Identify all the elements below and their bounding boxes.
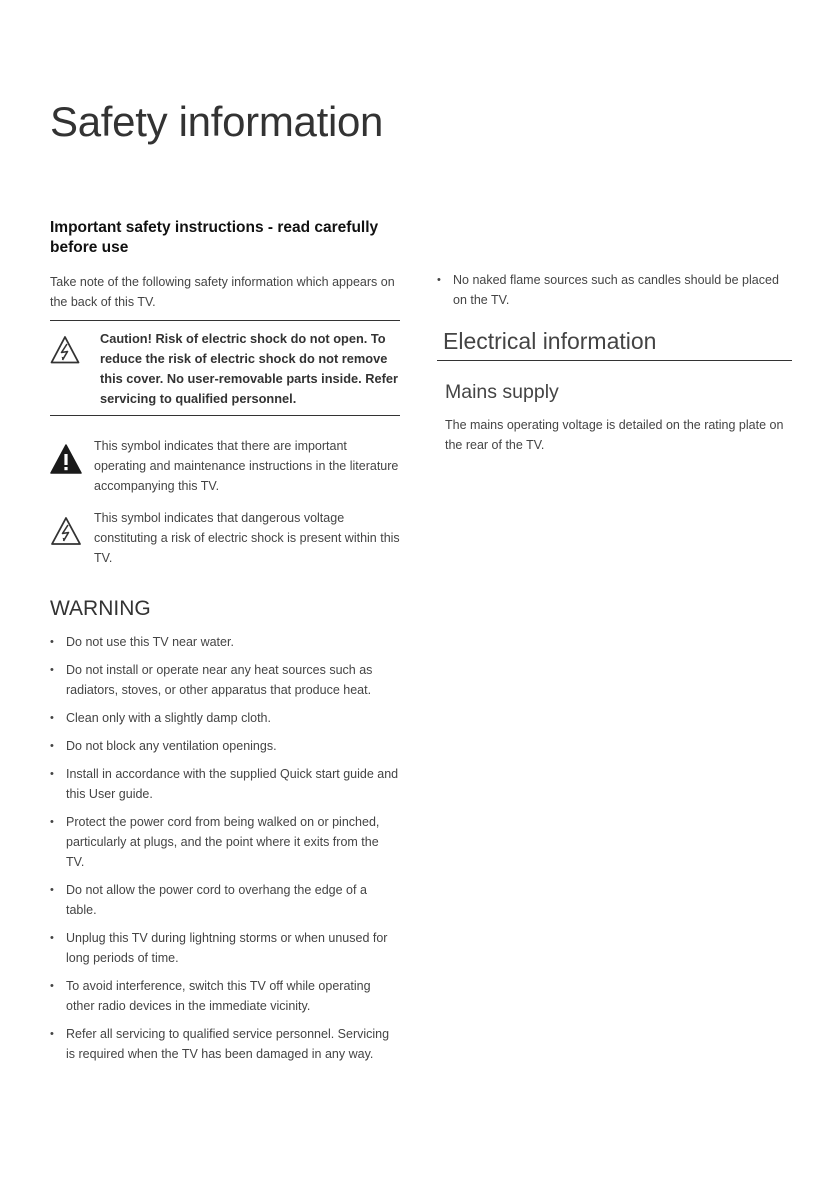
symbol-row [50,508,400,568]
list-item: • To avoid interference, switch this TV off while operating other radio devices in the immediate vicinity. [50,976,400,1016]
list-item: • Install in accordance with the supplied Quick start guide and this User guide. [50,764,400,804]
exclamation-warning-icon [50,444,82,474]
mains-supply-heading: Mains supply [445,381,559,403]
symbol-description: This symbol indicates that there are important operating and maintenance instructions in the literature accompanying this TV. [94,439,399,493]
list-item: • Protect the power cord from being walked on or pinched, particularly at plugs, and the point where it exits from the TV. [50,812,400,872]
list-item: • Do not install or operate near any heat sources such as radiators, stoves, or other apparatus that produce heat. [50,660,400,700]
symbol-row [50,436,400,496]
electric-shock-warning-icon [50,335,80,365]
warning-heading: WARNING [50,597,151,620]
electric-shock-warning-icon [50,516,82,546]
right-column [437,270,792,455]
important-instructions-heading: Important safety instructions - read carefully before use [50,219,379,256]
intro-text: Take note of the following safety information which appears on the back of this TV. [50,275,395,309]
page-title: Safety information [50,98,384,145]
electrical-information-heading: Electrical information [437,326,792,361]
symbol-description: This symbol indicates that dangerous voltage constituting a risk of electric shock is present within this TV. [94,511,400,565]
mains-supply-text: The mains operating voltage is detailed on the rating plate on the rear of the TV. [445,418,784,452]
warning-list [50,632,400,1064]
flame-warning-list [437,270,792,310]
list-item: • Refer all servicing to qualified service personnel. Servicing is required when the TV has been damaged in any way. [50,1024,400,1064]
list-item: • Unplug this TV during lightning storms or when unused for long periods of time. [50,928,400,968]
left-column [50,218,400,1072]
list-item: • Do not block any ventilation openings. [50,736,400,756]
list-item: • Do not allow the power cord to overhang the edge of a table. [50,880,400,920]
list-item: • Clean only with a slightly damp cloth. [50,708,400,728]
caution-box [50,320,400,416]
list-item: • Do not use this TV near water. [50,632,400,652]
list-item: • No naked flame sources such as candles should be placed on the TV. [437,270,792,310]
caution-text: Caution! Risk of electric shock do not open. To reduce the risk of electric shock do not remove this cover. No user-removable parts inside. Refer servicing to qualified personnel. [100,331,398,406]
